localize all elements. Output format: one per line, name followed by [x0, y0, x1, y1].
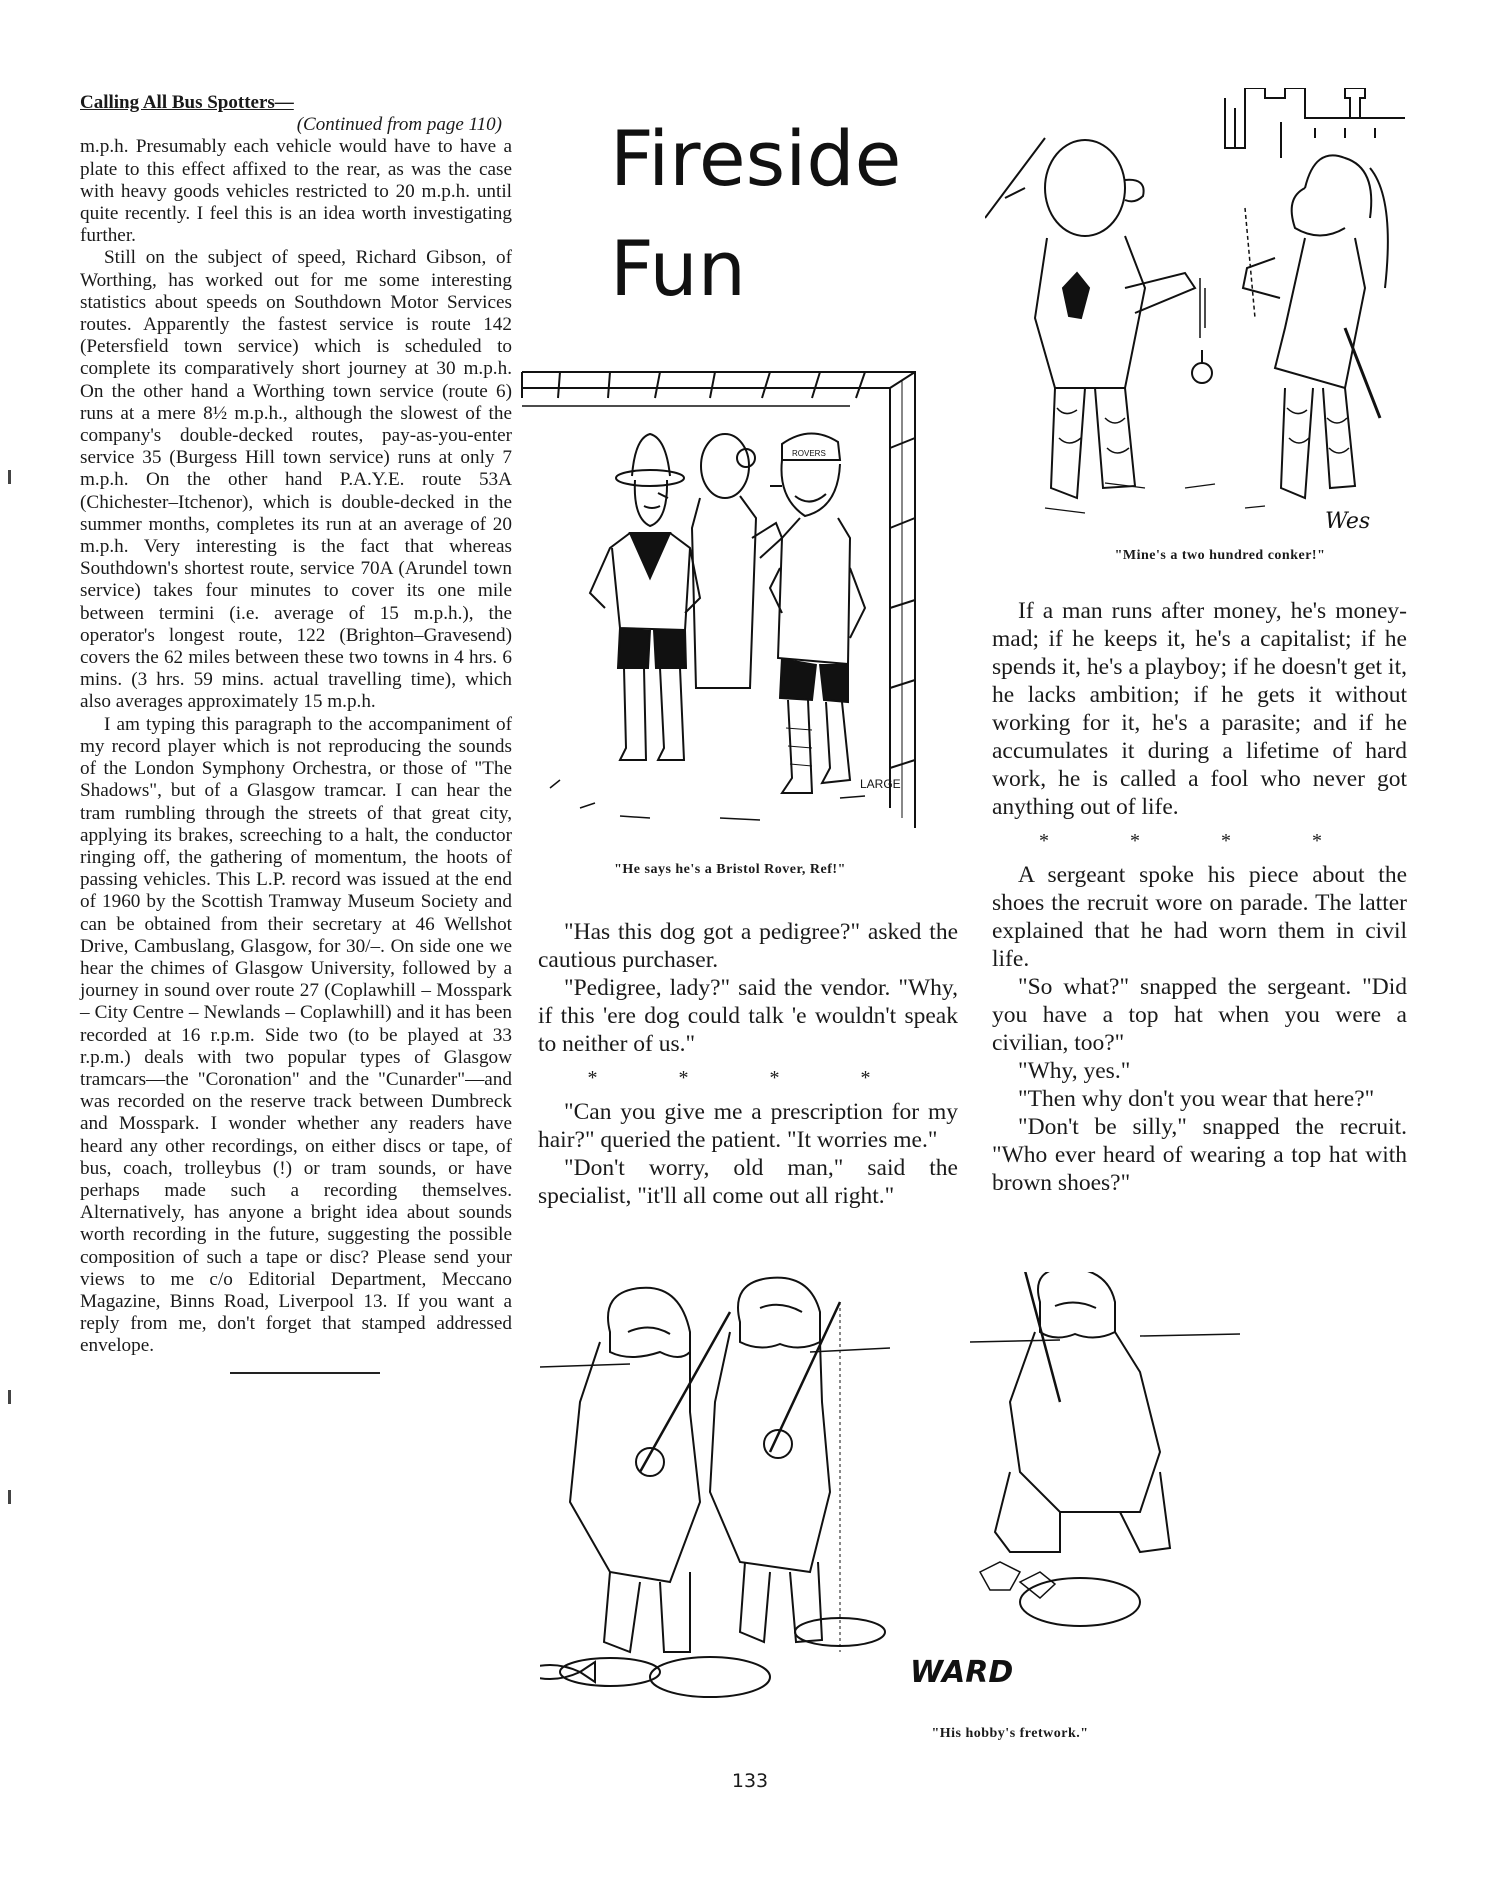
continued-note: (Continued from page 110) — [296, 114, 502, 136]
column-heading: Calling All Bus Spotters— — [80, 92, 294, 113]
joke-paragraph: If a man runs after money, he's money-mad; if he keeps it, he's a capitalist; if he spends it, he's a playboy; if he doesn't get it, he lacks ambition; if he gets it without working for it, he's a parasite; and if he accumulates it during a lifetime of hard work, he is called a fool who never got anything out of life. — [992, 598, 1407, 820]
cap-lettering: ROVERS — [792, 449, 826, 458]
joke-paragraph: "Has this dog got a pedigree?" asked the cautious purchaser. — [538, 919, 958, 973]
eskimos-cartoon — [540, 1272, 1420, 1722]
end-rule — [230, 1372, 380, 1374]
joke-paragraph: "Why, yes." — [1018, 1058, 1131, 1084]
margin-mark — [8, 1390, 11, 1404]
joke-paragraph: "Pedigree, lady?" said the vendor. "Why, if this 'ere dog could talk 'e wouldn't speak to neither of us." — [538, 975, 958, 1057]
football-caption: "He says he's a Bristol Rover, Ref!" — [614, 862, 846, 877]
paragraph: I am typing this paragraph to the accompaniment of my record player which is not reproducing the sounds of the London Symphony Orchestra, or those of "The Shadows", but of a Glasgow tramcar. I can hear the tram rumbling through the streets of that great city, applying its brakes, screeching to a halt, the conductor ringing off, the gathering of momentum, the hoots of passing vehicles. This L.P. record was issued at the end of 1960 by the Scottish Tramway Museum Society and can be obtained from their secretary at 46 Wellshot Drive, Cambuslang, Glasgow, for 30/–. On side one we hear the chimes of Glasgow University, followed by a journey in sound over route 27 (Coplawhill – Mosspark – City Centre – Newlands – Coplawhill) and it has been recorded at 16 r.p.m. Side two (to be played at 33 r.p.m.) deals with two popular types of Glasgow tramcars—the "Coronation" and the "Cunarder"—and was recorded on the reserve track between Dumbreck and Mosspark. I wonder whether any readers have heard any other recordings, on either discs or tape, of bus, coach, trolleybus (!) or tram sounds, or have perhaps made such a recording themselves. Alternatively, has anyone a bright idea about sounds worth recording in the future, suggesting the possible composition of such a tape or disc? Please send your views to me c/o Editorial Department, Meccano Magazine, Binns Road, Liverpool 13. If you want a reply from me, don't forget that stamped addressed envelope. — [80, 713, 512, 1357]
margin-mark — [8, 470, 11, 484]
jokes-right — [992, 597, 1407, 1197]
joke-paragraph: "Then why don't you wear that here?" — [1018, 1086, 1375, 1112]
title-line-2: Fun — [610, 224, 746, 313]
paragraph: Still on the subject of speed, Richard Gibson, of Worthing, has worked out for me some interesting statistics about speeds on Southdown Motor Services routes. Apparently the fastest service is route 142 (Petersfield town service) which is scheduled to complete its comparatively short journey at 30 m.p.h. On the other hand a Worthing town service (route 6) runs at a mere 8½ m.p.h., although the slowest of the company's double-decked routes, pay-as-you-enter service 35 (Burgess Hill town service) runs at only 7 m.p.h. On the other hand P.A.Y.E. route 53A (Chichester–Itchenor), which is double-decked in the summer months, completes its run at an average of 20 m.p.h. Very interesting is the fact that whereas Southdown's shortest route, service 70A (Arundel town service) takes four minutes to cover its one mile between termini (i.e. average of 15 m.p.h.), the operator's longest route, 122 (Brighton–Gravesend) covers the 62 miles between these two towns in 4 hrs. 6 mins. (3 hrs. 59 mins. actual travelling time), which also averages approximately 15 m.p.h. — [80, 247, 512, 713]
separator-stars: * * * * — [587, 1067, 909, 1089]
joke-paragraph: "Can you give me a prescription for my hair?" queried the patient. "It worries me." — [538, 1099, 958, 1153]
cartoon-signature: LARGE — [860, 777, 901, 791]
margin-mark — [8, 1490, 11, 1504]
paragraph: m.p.h. Presumably each vehicle would have to have a plate to this effect affixed to the rear, as was the case with heavy goods vehicles restricted to 20 m.p.h. until quite recently. I feel this is an idea worth investigating further. — [80, 136, 512, 247]
knights-cartoon — [985, 88, 1405, 538]
title-line-1: Fireside — [610, 114, 902, 203]
football-cartoon — [520, 368, 935, 838]
cartoon-signature: Wes — [1325, 509, 1371, 534]
joke-paragraph: "So what?" snapped the sergeant. "Did you have a top hat when you were a civilian, too?" — [992, 974, 1407, 1056]
joke-paragraph: "Don't worry, old man," said the specialist, "it'll all come out all right." — [538, 1155, 958, 1209]
page-title — [610, 104, 910, 324]
jokes-middle — [538, 918, 958, 1210]
knights-caption: "Mine's a two hundred conker!" — [1114, 548, 1326, 563]
eskimos-caption: "His hobby's fretwork." — [931, 1726, 1089, 1741]
separator-stars: * * * * — [1039, 830, 1360, 852]
page-number: 133 — [731, 1770, 769, 1792]
joke-paragraph: A sergeant spoke his piece about the shoes the recruit wore on parade. The latter explained that he had worn them in civil life. — [992, 862, 1407, 972]
bus-spotters-column — [80, 92, 512, 1374]
cartoon-signature: WARD — [910, 1655, 1014, 1690]
joke-paragraph: "Don't be silly," snapped the recruit. "Who ever heard of wearing a top hat with brown shoes?" — [992, 1114, 1407, 1196]
